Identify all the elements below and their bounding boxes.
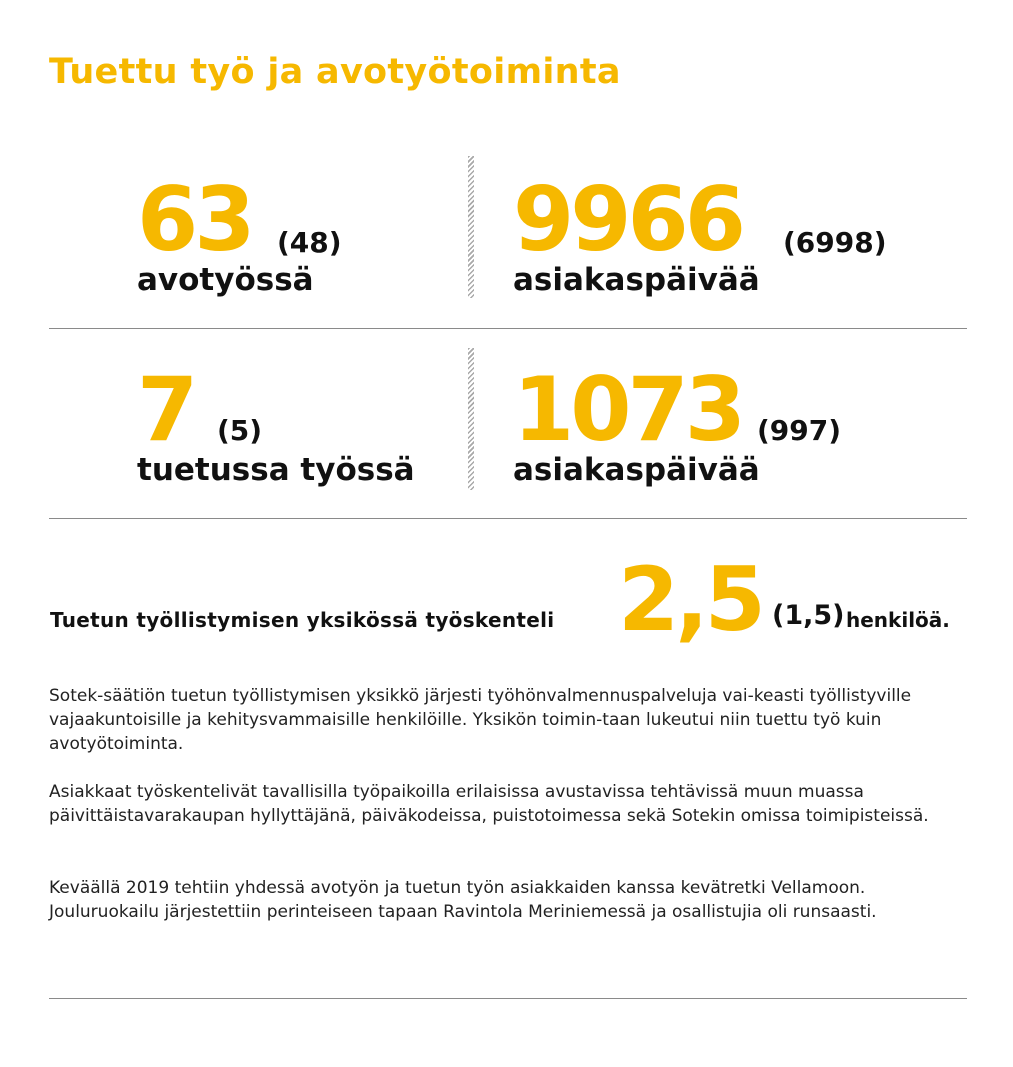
stat-previous-value: (5) [217, 414, 263, 447]
stat-previous-value: (997) [757, 414, 842, 447]
highlight-suffix: henkilöä. [846, 608, 950, 632]
stat-tuetussa-tyossa [137, 358, 457, 492]
stat-previous-value: (48) [277, 226, 342, 259]
page-title: Tuettu työ ja avotyötoiminta [49, 52, 621, 92]
body-paragraph: Asiakkaat työskentelivät tavallisilla työpaikoilla erilaisissa avustavissa tehtävissä muun muassa päivittäistavarakaupan hyllyttäjänä, päiväkodeissa, puistotoimessa sekä Sotekin omissa toimipisteissä. [49, 782, 929, 826]
vertical-divider [468, 156, 474, 298]
stat-asiakaspaivat-tuettu [513, 358, 933, 492]
highlight-value: 2,5 [618, 548, 762, 651]
body-paragraph: Keväällä 2019 tehtiin yhdessä avotyön ja tuetun työn asiakkaiden kanssa kevätretki Vellamoon. Jouluruokailu järjestettiin perinteiseen tapaan Ravintola Meriniemessä ja osallistujia oli runsaasti. [49, 878, 877, 922]
stat-value: 9966 [513, 168, 742, 271]
stat-asiakaspaivat-avotyo [513, 168, 933, 302]
stat-avotyossa [137, 168, 457, 302]
stat-label: asiakaspäivää [513, 452, 760, 488]
stat-label: tuetussa työssä [137, 452, 415, 488]
highlight-sentence [50, 548, 970, 664]
body-paragraph: Sotek-säätiön tuetun työllistymisen yksikkö järjesti työhönvalmennuspalveluja vai-keasti työllistyville vajaakuntoisille ja kehitysvammaisille henkilöille. Yksikön toimin-taan lukeutui niin tuettu työ kuin avotyötoiminta. [49, 686, 912, 754]
stat-value: 63 [137, 168, 252, 271]
stat-label: asiakaspäivää [513, 262, 760, 298]
highlight-previous-value: (1,5) [772, 600, 845, 631]
stat-previous-value: (6998) [783, 226, 887, 259]
stat-value: 7 [137, 358, 195, 461]
stat-value: 1073 [513, 358, 742, 461]
stat-label: avotyössä [137, 262, 314, 298]
highlight-prefix: Tuetun työllistymisen yksikössä työskenteli [50, 608, 555, 632]
vertical-divider [468, 348, 474, 490]
horizontal-divider [49, 998, 967, 999]
horizontal-divider [49, 328, 967, 329]
horizontal-divider [49, 518, 967, 519]
